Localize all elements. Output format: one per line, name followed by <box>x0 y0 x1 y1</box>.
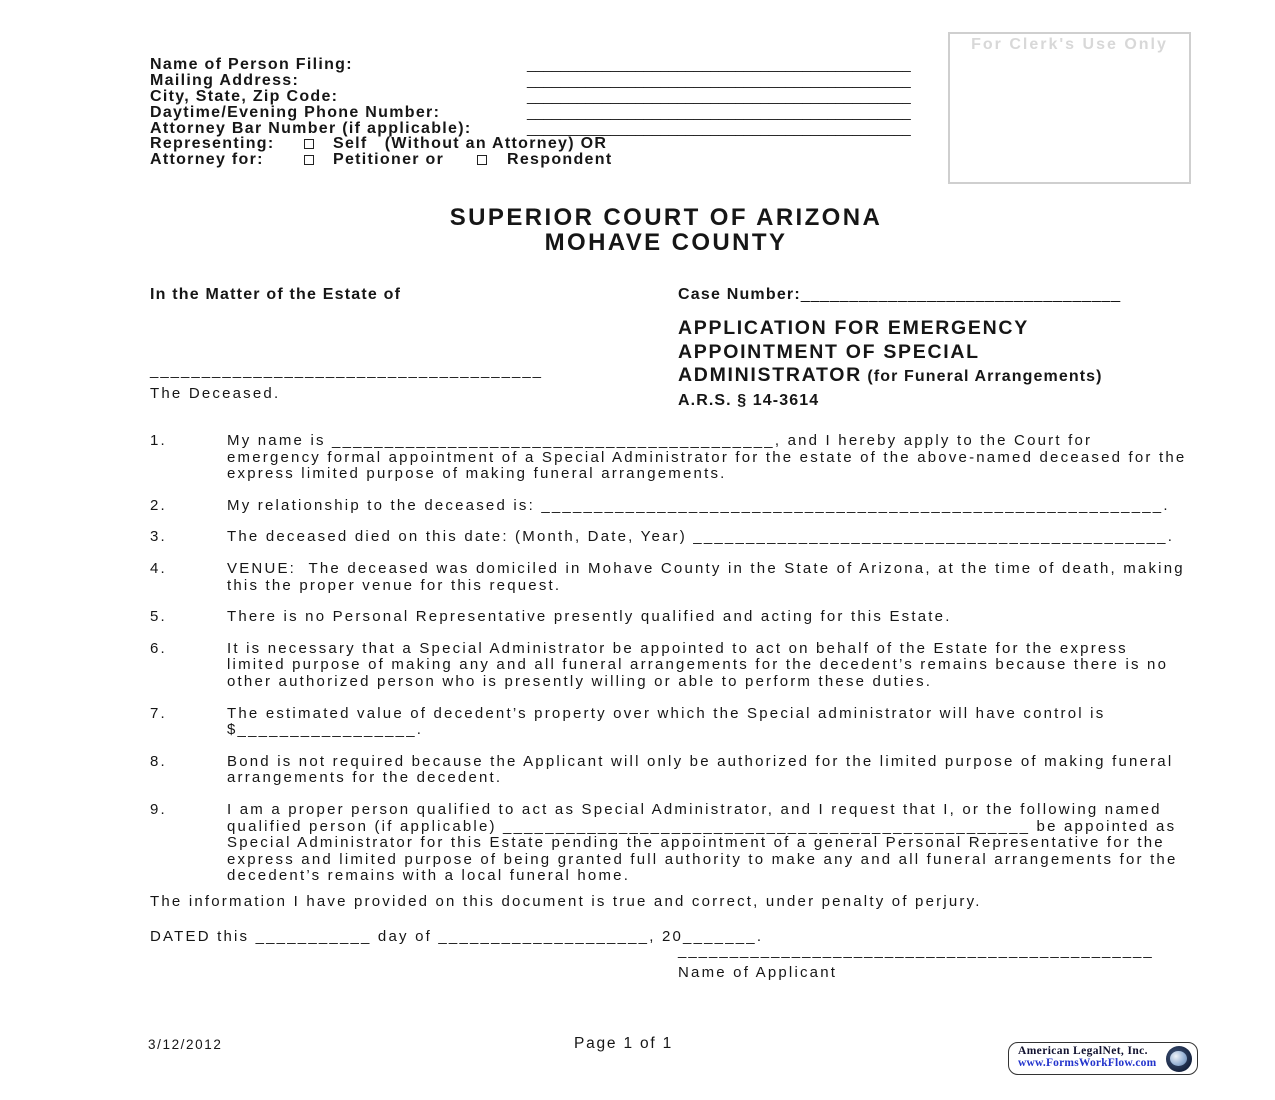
list-item-2 <box>150 498 1190 515</box>
item-number: 3. <box>150 528 167 546</box>
item-text: It is necessary that a Special Administrator be appointed to act on behalf of the Estate for the express limited purpose of making any and all funeral arrangements for the decedent’s remains because there is no other authorized person who is presently willing or able to perform these duties. <box>227 639 1175 690</box>
globe-icon-inner <box>1170 1051 1187 1066</box>
item-text: There is no Personal Representative presently qualified and acting for this Estate. <box>227 608 952 626</box>
field-row-city-state-zip <box>150 89 950 105</box>
item-number: 5. <box>150 608 167 626</box>
field-label: Attorney Bar Number (if applicable): <box>150 119 472 137</box>
clerk-use-box <box>948 32 1191 184</box>
list-item-7 <box>150 706 1190 739</box>
american-legalnet-logo <box>1008 1042 1198 1075</box>
blank-line[interactable]: ______________________________________________ <box>527 56 911 73</box>
item-number: 8. <box>150 752 167 770</box>
case-number-label: Case Number: <box>678 286 801 303</box>
logo-company-name: American LegalNet, Inc. <box>1018 1045 1148 1057</box>
petitioner-checkbox[interactable] <box>304 155 314 165</box>
globe-icon <box>1166 1046 1192 1072</box>
respondent-checkbox[interactable] <box>477 155 487 165</box>
case-number-row <box>678 286 1121 304</box>
list-item-8 <box>150 754 1190 787</box>
item-text: The deceased died on this date: (Month, Date, Year) _____________________________________________. <box>227 528 1175 546</box>
item-number: 6. <box>150 639 167 657</box>
numbered-items <box>150 432 1193 900</box>
list-item-5 <box>150 609 1190 626</box>
item-number: 4. <box>150 559 167 577</box>
item-text: My relationship to the deceased is: ___________________________________________________________. <box>227 496 1170 514</box>
court-title-line2: MOHAVE COUNTY <box>544 229 788 256</box>
petitioner-option-label: Petitioner or <box>333 151 445 169</box>
logo-website-link[interactable]: www.FormsWorkFlow.com <box>1018 1057 1157 1069</box>
blank-line[interactable]: ______________________________________________ <box>527 103 911 121</box>
field-row-name-of-person-filing <box>150 57 950 73</box>
application-title-line3 <box>678 364 1198 389</box>
item-text: I am a proper person qualified to act as Special Administrator, and I request that I, or the following named qualified person (if applicable) __________________________________________________ be appointed as Special Administrator for this Estate pending the appointment of a general Personal Representative for the express and limited purpose of being granted full authority to make any and all funeral arrangements for the decedent’s remains with a local funeral home. <box>227 800 1184 885</box>
field-row-phone-number <box>150 105 950 121</box>
signature-label: Name of Applicant <box>678 963 838 981</box>
footer-date: 3/12/2012 <box>148 1037 223 1052</box>
blank-line[interactable]: ______________________________________________ <box>527 87 911 105</box>
item-text: VENUE: The deceased was domiciled in Mohave County in the State of Arizona, at the time of death, making this the proper venue for this request. <box>227 559 1192 594</box>
field-row-attorney-for <box>150 152 950 168</box>
representing-label: Representing: <box>150 135 275 153</box>
court-title <box>150 205 1182 255</box>
application-title-line3-subtitle: (for Funeral Arrangements) <box>861 368 1103 385</box>
field-label: Mailing Address: <box>150 71 300 89</box>
deceased-label: The Deceased. <box>150 385 281 402</box>
item-number: 2. <box>150 496 167 514</box>
item-number: 7. <box>150 704 167 722</box>
clerk-use-label: For Clerk's Use Only <box>971 36 1168 53</box>
list-item-1 <box>150 432 1193 483</box>
perjury-statement: The information I have provided on this document is true and correct, under penalty of perjury. <box>150 893 982 910</box>
list-item-3 <box>150 529 1190 546</box>
deceased-name-blank-line[interactable]: ______________________________________ <box>150 362 544 379</box>
field-row-representing <box>150 136 950 152</box>
item-text: My name is __________________________________________, and I hereby apply to the Court for emergency formal appointment of a Special Administrator for the estate of the above-named deceased for the express limited purpose of making funeral arrangements. <box>227 432 1193 483</box>
signature-block <box>678 943 1154 981</box>
field-label: City, State, Zip Code: <box>150 87 339 105</box>
respondent-option-label: Respondent <box>507 151 613 169</box>
item-text: Bond is not required because the Applicant will only be authorized for the limited purpose of making funeral arrangements for the decedent. <box>227 752 1180 787</box>
matter-label: In the Matter of the Estate of <box>150 286 402 303</box>
application-title-line2: APPOINTMENT OF SPECIAL <box>678 340 980 363</box>
item-number: 1. <box>150 432 167 449</box>
field-label: Name of Person Filing: <box>150 56 353 73</box>
field-label: Daytime/Evening Phone Number: <box>150 103 441 121</box>
list-item-4 <box>150 561 1190 594</box>
statute-reference: A.R.S. § 14-3614 <box>678 391 820 409</box>
blank-line[interactable]: ______________________________________________ <box>527 71 911 89</box>
list-item-9 <box>150 802 1190 885</box>
field-row-mailing-address <box>150 73 950 89</box>
footer-page-number: Page 1 of 1 <box>573 1035 674 1052</box>
signature-blank-line[interactable]: ______________________________________________ <box>678 942 1154 959</box>
court-title-line1: SUPERIOR COURT OF ARIZONA <box>449 204 883 231</box>
item-number: 9. <box>150 800 167 818</box>
field-row-attorney-bar-number <box>150 121 950 137</box>
application-title-line1: APPLICATION FOR EMERGENCY <box>678 317 1029 339</box>
list-item-6 <box>150 641 1190 691</box>
dated-line: DATED this ___________ day of ____________________, 20_______. <box>150 928 764 945</box>
filing-info-block <box>150 57 950 168</box>
blank-line[interactable]: ______________________________________________ <box>527 119 911 137</box>
attorney-for-label: Attorney for: <box>150 151 264 169</box>
application-title-line3-main: ADMINISTRATOR <box>678 364 862 386</box>
representing-option-label: Self (Without an Attorney) OR <box>333 135 608 153</box>
case-number-blank-line[interactable]: _________________________________ <box>800 286 1121 303</box>
item-text: The estimated value of decedent’s property over which the Special administrator will have control is $_________________. <box>227 704 1112 739</box>
application-title-block <box>678 317 1198 412</box>
self-checkbox[interactable] <box>304 139 314 149</box>
